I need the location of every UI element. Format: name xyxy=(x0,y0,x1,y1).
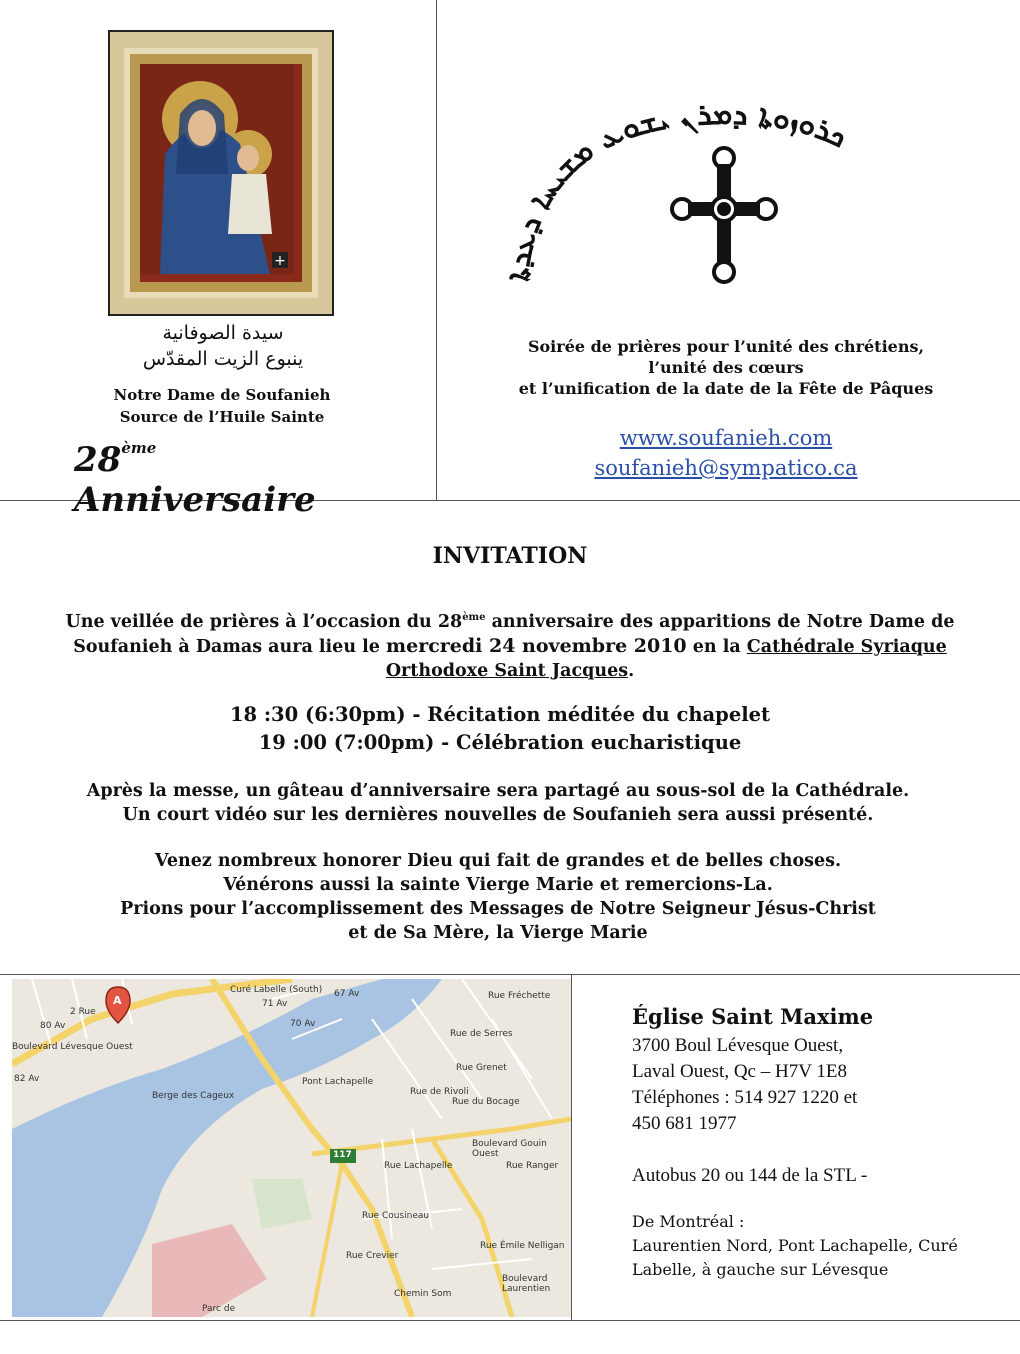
address-line2: Laval Ouest, Qc – H7V 1E8 xyxy=(632,1061,847,1082)
divider-top-vertical xyxy=(436,0,437,500)
bus-info: Autobus 20 ou 144 de la STL - xyxy=(632,1165,868,1186)
schedule xyxy=(0,701,1000,757)
map-label: 82 Av xyxy=(14,1074,40,1084)
closing-text xyxy=(0,849,996,945)
website-link[interactable]: www.soufanieh.com xyxy=(619,426,833,450)
map-label: Rue de Rivoli xyxy=(410,1087,469,1097)
map-marker-label: A xyxy=(113,994,122,1007)
anniversary-number: 28 xyxy=(74,440,122,480)
map-label: Rue du Bocage xyxy=(452,1097,520,1107)
anniversary-suffix: ème xyxy=(121,438,157,457)
schedule-item-1: 18 :30 (6:30pm) - Récitation méditée du chapelet xyxy=(229,703,771,726)
icon-image xyxy=(108,30,334,316)
map-label: Parc de xyxy=(202,1304,236,1314)
divider-bottom xyxy=(0,1320,1020,1321)
map-label: Rue Grenet xyxy=(456,1063,507,1073)
invitation-line3-end: . xyxy=(628,660,635,681)
notre-dame-subtitle: Source de l’Huile Sainte xyxy=(119,408,325,426)
invitation-line1-a: Une veillée de prières à l’occasion du 28 xyxy=(65,611,463,632)
madonna-icon xyxy=(140,64,294,274)
soiree-description xyxy=(466,336,986,399)
soiree-line3: et l’unification de la date de la Fête de Pâques xyxy=(518,379,934,398)
soiree-line1: Soirée de prières pour l’unité des chrétiens, xyxy=(527,337,925,356)
email-link[interactable]: soufanieh@sympatico.ca xyxy=(594,456,858,480)
anniversary-heading xyxy=(74,440,404,520)
map-label: Rue Émile Nelligan xyxy=(480,1241,565,1251)
map-label: Boulevard Gouin Ouest xyxy=(472,1139,547,1159)
divider-map-vertical xyxy=(571,974,572,1320)
map-label: Berge des Cageux xyxy=(152,1091,235,1101)
map-label: Pont Lachapelle xyxy=(302,1077,374,1087)
map-label: Rue Crevier xyxy=(346,1251,399,1261)
after-line2: Un court vidéo sur les dernières nouvelles de Soufanieh sera aussi présenté. xyxy=(122,805,874,825)
cross-icon xyxy=(672,148,776,282)
church-name: Église Saint Maxime xyxy=(632,1004,874,1029)
syriac-cross-emblem xyxy=(506,104,942,320)
arabic-title-line2: ينبوع الزيت المقدّس xyxy=(142,348,304,370)
closing-line2: Vénérons aussi la sainte Vierge Marie et remercions-La. xyxy=(223,875,773,895)
map-label: 117 xyxy=(333,1150,352,1160)
closing-line3: Prions pour l’accomplissement des Messages de Notre Seigneur Jésus-Christ xyxy=(120,899,876,919)
arabic-title-line1: سيدة الصوفانية xyxy=(162,322,284,344)
location-map[interactable] xyxy=(12,979,571,1317)
map-label: Rue Ranger xyxy=(506,1161,559,1171)
directions-line1: Laurentien Nord, Pont Lachapelle, Curé xyxy=(632,1236,958,1255)
map-label: 80 Av xyxy=(40,1021,66,1031)
closing-line1: Venez nombreux honorer Dieu qui fait de grandes et de belles choses. xyxy=(154,851,842,871)
map-label: Chemin Som xyxy=(394,1289,452,1299)
after-line1: Après la messe, un gâteau d’anniversaire sera partagé au sous-sol de la Cathédrale. xyxy=(86,781,910,801)
invitation-line2-b: en la xyxy=(686,636,747,657)
syriac-text: ܟܪܘܙܘܬܐ ܕܡܪܢ ܝܫܘܥ ܡܫܝܚܐ ܕܥܕܬܐ xyxy=(506,104,853,284)
svg-text:+: + xyxy=(274,253,286,269)
event-place-part2: Orthodoxe Saint Jacques xyxy=(385,660,629,681)
directions xyxy=(632,1210,1012,1282)
invitation-paragraph xyxy=(20,606,1000,683)
invitation-line2-a: Soufanieh à Damas aura lieu le xyxy=(73,636,387,657)
syriac-emblem xyxy=(506,104,942,320)
anniversary-word: Anniversaire xyxy=(74,480,316,520)
divider-map-top xyxy=(0,974,1020,975)
invitation-line1-sup: ème xyxy=(462,612,486,623)
church-address xyxy=(632,1033,1002,1189)
map-label: 70 Av xyxy=(290,1019,316,1029)
directions-from: De Montréal : xyxy=(632,1212,745,1231)
soiree-line2: l’unité des cœurs xyxy=(648,358,804,377)
svg-text:ܟܪܘܙܘܬܐ ܕܡܪܢ ܝܫܘܥ ܡܫܝܚܐ ܕܥܕܬܐ xyxy=(506,104,852,283)
notre-dame-title: Notre Dame de Soufanieh xyxy=(113,386,331,404)
invitation-title: INVITATION xyxy=(432,543,588,569)
closing-line4: et de Sa Mère, la Vierge Marie xyxy=(348,923,648,943)
invitation-line1-b: anniversaire des apparitions de Notre Dame de xyxy=(485,611,955,632)
invitation-line2 xyxy=(20,634,1000,659)
map-label: 71 Av xyxy=(262,999,288,1009)
after-mass-text xyxy=(0,779,996,827)
invitation-line1 xyxy=(20,606,1000,634)
map-label: Rue Cousineau xyxy=(362,1211,430,1221)
invitation-line3 xyxy=(20,659,1000,683)
directions-line2: Labelle, à gauche sur Lévesque xyxy=(632,1260,889,1279)
address-line4: 450 681 1977 xyxy=(632,1113,737,1134)
map-label: 2 Rue xyxy=(70,1007,96,1017)
schedule-item-2: 19 :00 (7:00pm) - Célébration eucharistique xyxy=(258,731,742,754)
map-label: Boulevard Lévesque Ouest xyxy=(12,1042,133,1052)
map-label: Rue de Serres xyxy=(450,1029,513,1039)
map-label: Rue Lachapelle xyxy=(384,1161,453,1171)
address-line3: Téléphones : 514 927 1220 et xyxy=(632,1087,858,1108)
map-label: Boulevard Laurentien xyxy=(502,1274,551,1294)
map-label: 67 Av xyxy=(334,989,360,999)
event-date: mercredi 24 novembre 2010 xyxy=(386,634,687,657)
address-line1: 3700 Boul Lévesque Ouest, xyxy=(632,1035,844,1056)
event-place-part1: Cathédrale Syriaque xyxy=(746,636,947,657)
map-label: Rue Fréchette xyxy=(488,991,551,1001)
map-label: Curé Labelle (South) xyxy=(230,985,323,995)
